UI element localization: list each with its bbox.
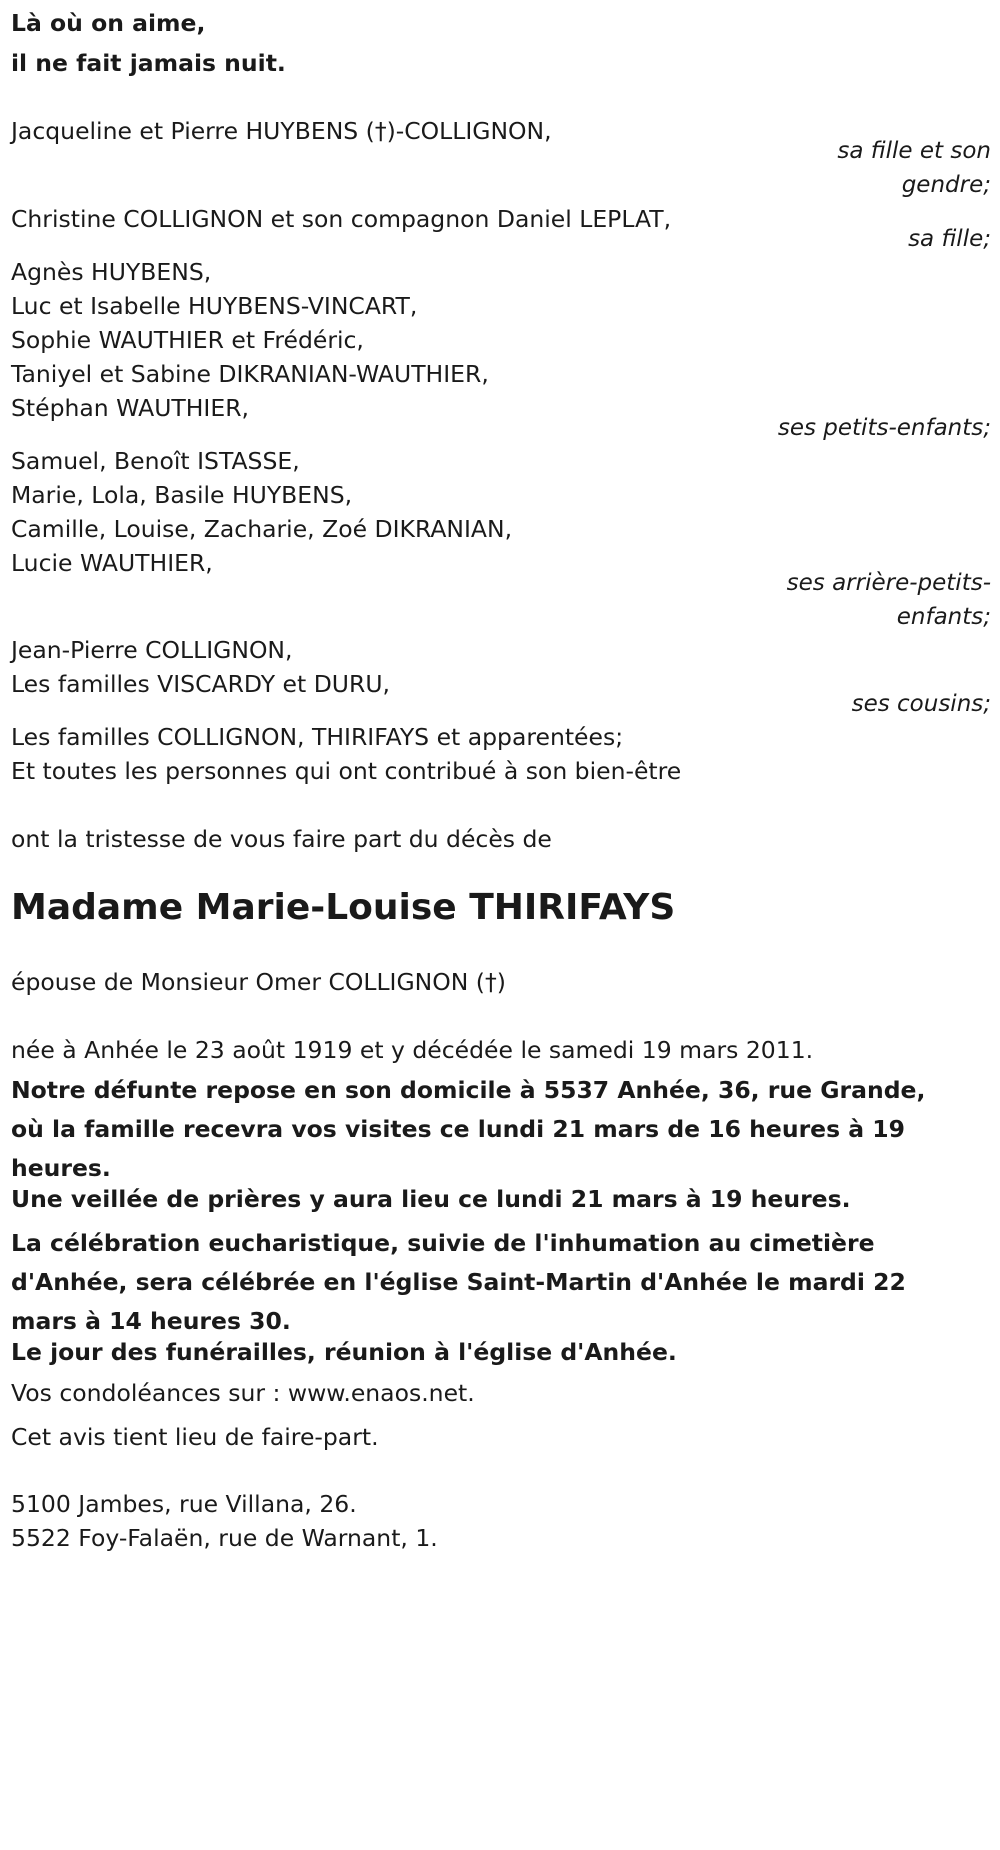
great-grandchild: Samuel, Benoît ISTASSE,: [11, 447, 300, 475]
spouse-line: épouse de Monsieur Omer COLLIGNON (†): [11, 968, 506, 996]
daughter-2: Christine COLLIGNON et son compagnon Daniel LEPLAT,: [11, 205, 672, 233]
daughter-1-relation-b: gendre;: [901, 172, 991, 198]
grandchildren-relation: ses petits-enfants;: [777, 415, 991, 441]
announcement: ont la tristesse de vous faire part du décès de: [11, 825, 552, 853]
ceremony-paragraph: [11, 1224, 971, 1341]
cousin: Les familles VISCARDY et DURU,: [11, 670, 390, 698]
great-grandchild: Camille, Louise, Zacharie, Zoé DIKRANIAN,: [11, 515, 513, 543]
motto-line-2: il ne fait jamais nuit.: [11, 49, 286, 77]
cousins-relation: ses cousins;: [851, 691, 991, 717]
visitation-line: où la famille recevra vos visites ce lundi 21 mars de 16 heures à 19: [11, 1115, 906, 1143]
daughter-2-relation: sa fille;: [908, 226, 991, 252]
great-grandchildren-relation-b: enfants;: [896, 604, 991, 630]
meeting-line: Le jour des funérailles, réunion à l'église d'Anhée.: [11, 1338, 677, 1366]
cousin: Jean-Pierre COLLIGNON,: [11, 636, 293, 664]
visitation-paragraph: [11, 1071, 971, 1188]
vigil-line: Une veillée de prières y aura lieu ce lundi 21 mars à 19 heures.: [11, 1185, 851, 1213]
grandchild: Taniyel et Sabine DIKRANIAN-WAUTHIER,: [11, 360, 489, 388]
address-line: 5100 Jambes, rue Villana, 26.: [11, 1490, 357, 1518]
visitation-line: heures.: [11, 1154, 111, 1182]
grandchild: Luc et Isabelle HUYBENS-VINCART,: [11, 292, 418, 320]
visitation-line: Notre défunte repose en son domicile à 5537 Anhée, 36, rue Grande,: [11, 1076, 926, 1104]
grandchild: Agnès HUYBENS,: [11, 258, 212, 286]
ceremony-line: mars à 14 heures 30.: [11, 1307, 291, 1335]
birth-death-line: née à Anhée le 23 août 1919 et y décédée le samedi 19 mars 2011.: [11, 1036, 814, 1064]
other-family: Les familles COLLIGNON, THIRIFAYS et apparentées;: [11, 723, 624, 751]
motto-line-1: Là où on aime,: [11, 9, 206, 37]
great-grandchildren-relation-a: ses arrière-petits-: [786, 570, 991, 596]
great-grandchild: Marie, Lola, Basile HUYBENS,: [11, 481, 353, 509]
grandchild: Stéphan WAUTHIER,: [11, 394, 249, 422]
notice-line: Cet avis tient lieu de faire-part.: [11, 1423, 379, 1451]
address-line: 5522 Foy-Falaën, rue de Warnant, 1.: [11, 1524, 438, 1552]
grandchild: Sophie WAUTHIER et Frédéric,: [11, 326, 364, 354]
ceremony-line: La célébration eucharistique, suivie de l'inhumation au cimetière: [11, 1229, 875, 1257]
daughter-1-relation-a: sa fille et son: [837, 138, 991, 164]
great-grandchild: Lucie WAUTHIER,: [11, 549, 213, 577]
daughter-1: Jacqueline et Pierre HUYBENS (†)-COLLIGNON,: [11, 117, 552, 145]
ceremony-line: d'Anhée, sera célébrée en l'église Saint-Martin d'Anhée le mardi 22: [11, 1268, 906, 1296]
deceased-name: Madame Marie-Louise THIRIFAYS: [11, 887, 676, 928]
other-family: Et toutes les personnes qui ont contribué à son bien-être: [11, 757, 682, 785]
condolences-line: Vos condoléances sur : www.enaos.net.: [11, 1379, 475, 1407]
